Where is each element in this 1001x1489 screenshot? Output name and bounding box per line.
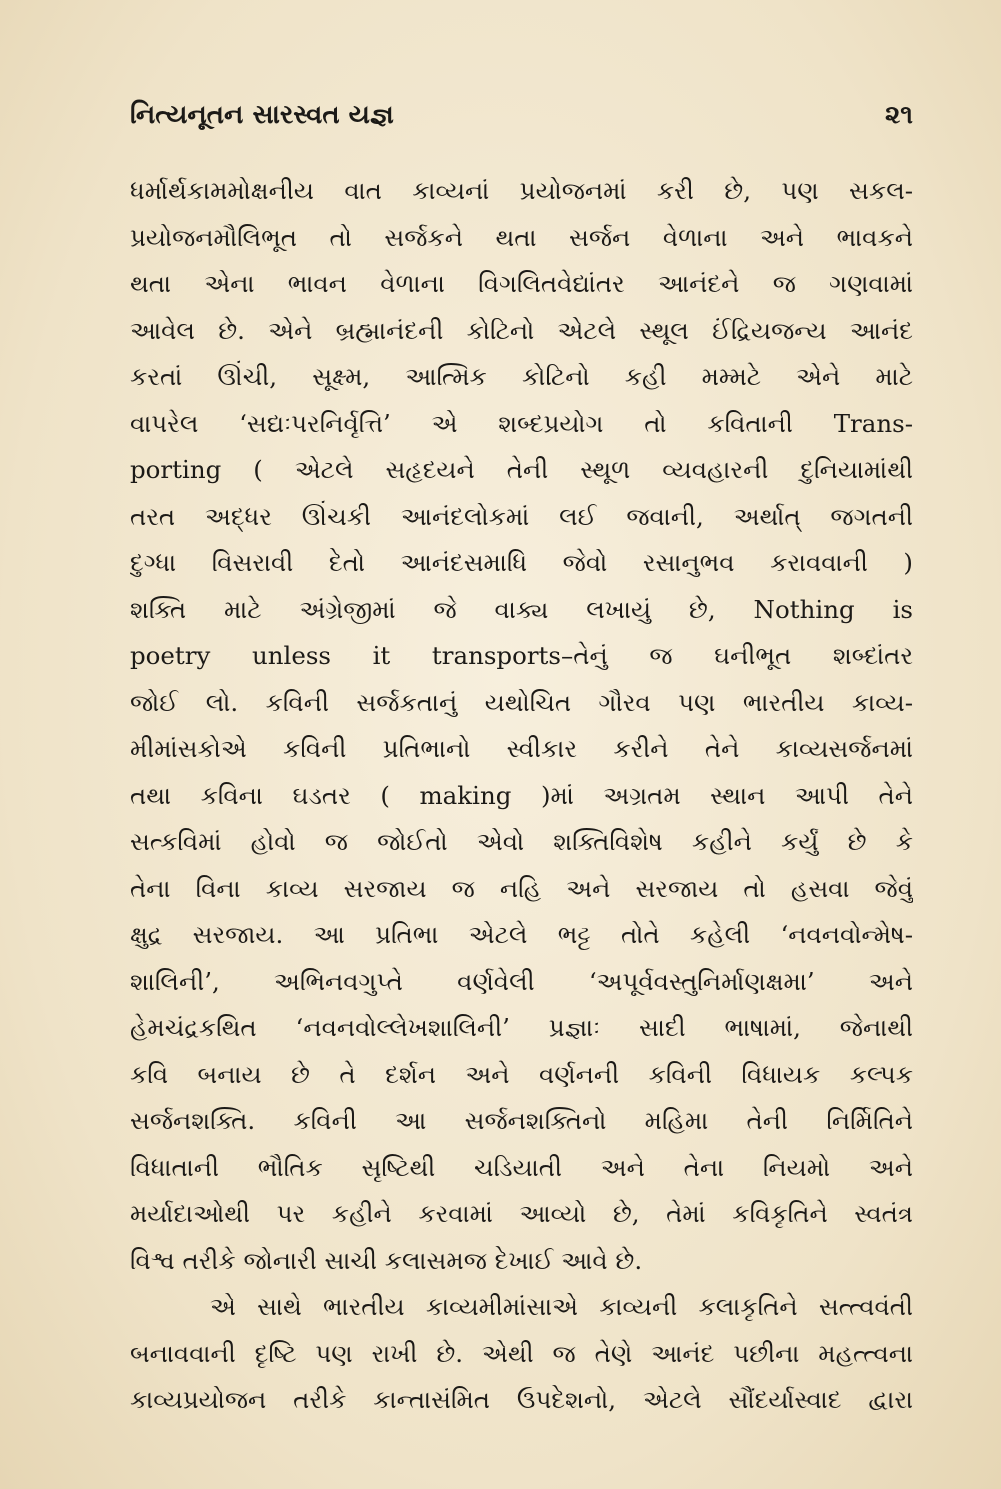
- text-line: મીમાંસકોએ કવિની પ્રતિભાનો સ્વીકાર કરીને તેને કાવ્યસર્જનમાં: [130, 734, 913, 763]
- text-line: મર્યાદાઓથી પર કહીને કરવામાં આવ્યો છે, તેમાં કવિકૃતિને સ્વતંત્ર: [130, 1199, 913, 1228]
- text-line: કાવ્યપ્રયોજન તરીકે કાન્તાસંમિત ઉપદેશનો, એટલે સૌંદર્યાસ્વાદ દ્વારા: [130, 1385, 913, 1414]
- page-number: ૨૧: [884, 100, 913, 130]
- text-line: એ સાથે ભારતીય કાવ્યમીમાંસાએ કાવ્યની કલાકૃતિને સત્ત્વવંતી: [210, 1292, 913, 1321]
- text-line: porting ( એટલે સહૃદયને તેની સ્થૂળ વ્યવહારની દુનિયામાંથી: [130, 455, 913, 484]
- text-line: સત્કવિમાં હોવો જ જોઈતો એવો શક્તિવિશેષ કહીને કર્યું છે કે: [130, 827, 913, 856]
- text-line: પ્રયોજનમૌલિભૂત તો સર્જકને થતા સર્જન વેળાના અને ભાવકને: [130, 222, 913, 252]
- text-line: વિધાતાની ભૌતિક સૃષ્ટિથી ચડિયાતી અને તેના નિયમો અને: [130, 1152, 913, 1182]
- text-line: તેના વિના કાવ્ય સરજાય જ નહિ અને સરજાય તો હસવા જેવું: [130, 873, 913, 903]
- paragraph-1: [130, 168, 913, 1284]
- paragraph-2: [130, 1284, 913, 1424]
- text-line: ક્ષુદ્ર સરજાય. આ પ્રતિભા એટલે ભટ્ટ તોતે કહેલી ‘નવનવોન્મેષ-: [130, 920, 913, 949]
- text-line: શક્તિ માટે અંગ્રેજીમાં જે વાક્ય લખાયું છે, Nothing is: [130, 594, 913, 624]
- text-line: poetry unless it transports–તેનું જ ઘનીભૂત શબ્દાંતર: [130, 641, 913, 670]
- text-line: વાપરેલ ‘સદ્યઃપરનિર્વૃત્તિ’ એ શબ્દપ્રયોગ તો કવિતાની Trans-: [130, 408, 913, 438]
- text-line: કરતાં ઊંચી, સૂક્ષ્મ, આત્મિક કોટિનો કહી મમ્મટે એને માટે: [130, 362, 913, 391]
- text-line: ધર્માર્થકામમોક્ષનીય વાત કાવ્યનાં પ્રયોજનમાં કરી છે, પણ સકલ-: [130, 176, 913, 205]
- text-line: હેમચંદ્રકથિત ‘નવનવોલ્લેખશાલિની’ પ્રજ્ઞાઃ સાદી ભાષામાં, જેનાથી: [130, 1013, 913, 1042]
- text-line: સર્જનશક્તિ. કવિની આ સર્જનશક્તિનો મહિમા તેની નિર્મિતિને: [130, 1106, 913, 1135]
- running-title: નિત્યનૂતન સારસ્વત યજ્ઞ: [130, 100, 394, 130]
- text-line: બનાવવાની દૃષ્ટિ પણ રાખી છે. એથી જ તેણે આનંદ પછીના મહત્ત્વના: [130, 1338, 913, 1368]
- running-header: [130, 100, 913, 150]
- text-line: જોઈ લો. કવિની સર્જકતાનું યથોચિત ગૌરવ પણ ભારતીય કાવ્ય-: [130, 687, 913, 717]
- text-line: તથા કવિના ઘડતર ( making )માં અગ્રતમ સ્થાન આપી તેને: [130, 780, 913, 810]
- text-line: આવેલ છે. એને બ્રહ્માનંદની કોટિનો એટલે સ્થૂલ ઈંદ્રિયજન્ય આનંદ: [130, 315, 913, 345]
- text-line: દુગ્ધા વિસરાવી દેતો આનંદસમાધિ જેવો રસાનુભવ કરાવવાની ): [130, 548, 913, 577]
- text-line: થતા એના ભાવન વેળાના વિગલિતવેદ્યાંતર આનંદને જ ગણવામાં: [130, 269, 913, 298]
- body-text: [130, 168, 913, 1424]
- text-line: કવિ બનાય છે તે દર્શન અને વર્ણનની કવિની વિધાયક કલ્પક: [130, 1059, 913, 1089]
- text-line: વિશ્વ તરીકે જોનારી સાચી કલાસમજ દેખાઈ આવે છે.: [130, 1245, 643, 1275]
- text-line: તરત અદ્ધર ઊંચકી આનંદલોકમાં લઈ જવાની, અર્થાત્ જગતની: [130, 501, 913, 531]
- text-line: શાલિની’, અભિનવગુપ્તે વર્ણવેલી ‘અપૂર્વવસ્તુનિર્માણક્ષમા’ અને: [130, 966, 913, 996]
